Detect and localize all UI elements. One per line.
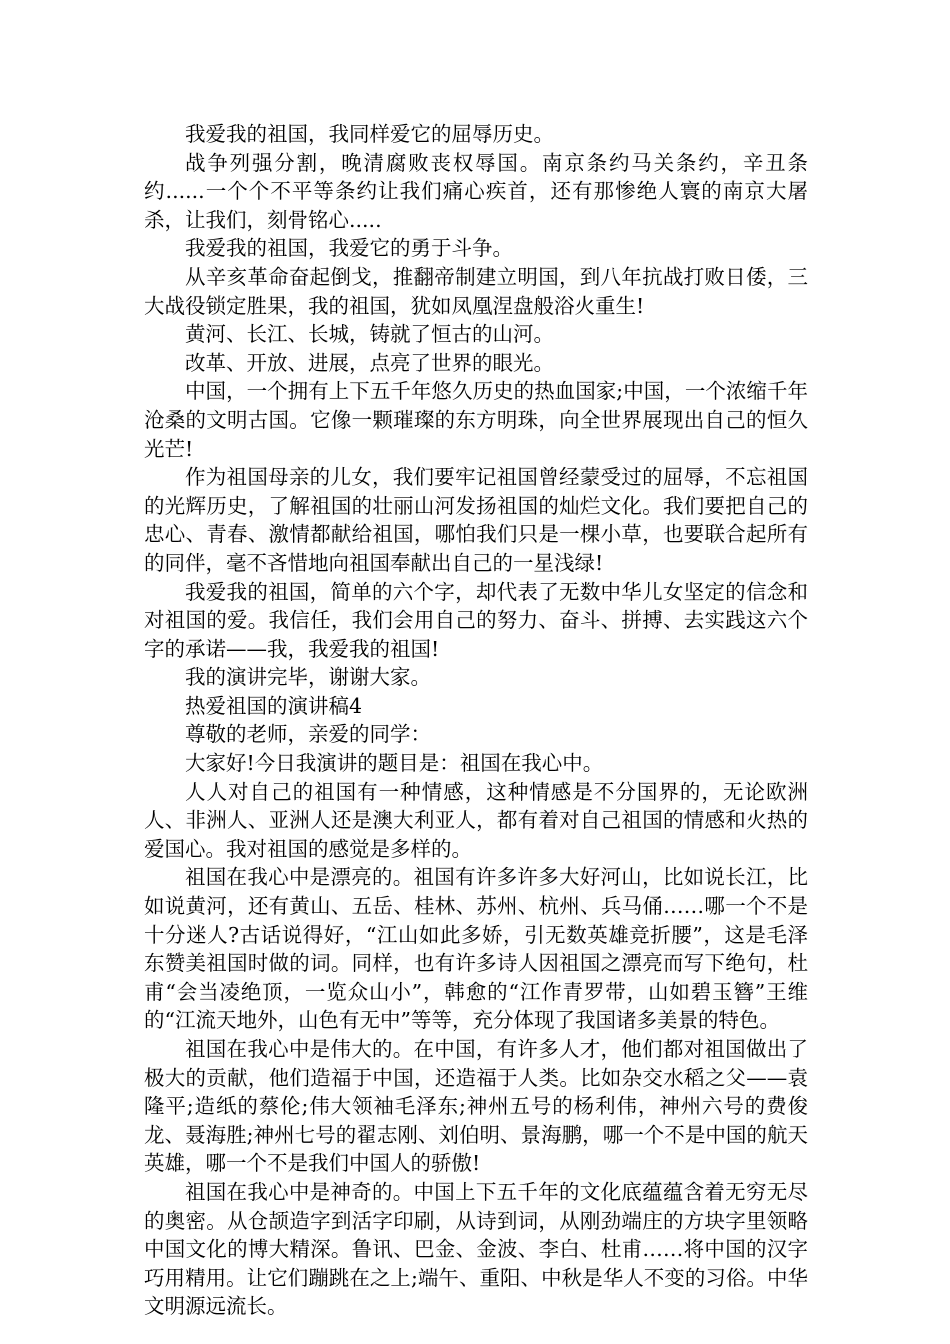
speech-title: 热爱祖国的演讲稿4: [185, 693, 363, 718]
paragraph-7: 中国，一个拥有上下五千年悠久历史的热血国家;中国，一个浓缩千年沧桑的文明古国。它像一颗璀璨的东方明珠，向全世界展现出自己的恒久光芒!: [144, 379, 808, 461]
paragraph-10: 我的演讲完毕，谢谢大家。: [185, 665, 431, 690]
paragraph-1: 我爱我的祖国，我同样爱它的屈辱历史。: [185, 122, 554, 146]
paragraph-15: 祖国在我心中是漂亮的。祖国有许多许多大好河山，比如说长江，比如说黄河，还有黄山、五岳、桂林、苏州、杭州、兵马俑……哪一个不是十分迷人?古话说得好，“江山如此多娇，引无数英雄竞折腰”，这是毛泽东赞美祖国时做的词。同样，也有许多诗人因祖国之漂亮而写下绝句，杜甫“会当凌绝顶，一览众山小”，韩愈的“江作青罗带，山如碧玉簪”王维的“江流天地外，山色有无中”等等，充分体现了我国诸多美景的特色。: [144, 865, 808, 1033]
paragraph-13: 大家好!今日我演讲的题目是：祖国在我心中。: [185, 751, 604, 776]
paragraph-2: 战争列强分割，晚清腐败丧权辱国。南京条约马关条约，辛丑条约......一个个不平等条约让我们痛心疾首，还有那惨绝人寰的南京大屠杀，让我们，刻骨铭心.....: [144, 150, 808, 232]
paragraph-14: 人人对自己的祖国有一种情感，这种情感是不分国界的，无论欧洲人、非洲人、亚洲人还是澳大利亚人，都有着对自己祖国的情感和火热的爱国心。我对祖国的感觉是多样的。: [144, 779, 808, 861]
document-body: [144, 120, 808, 1321]
salutation: 尊敬的老师，亲爱的同学：: [185, 722, 431, 747]
paragraph-4: 从辛亥革命奋起倒戈，推翻帝制建立明国，到八年抗战打败日倭，三大战役锁定胜果，我的祖国，犹如凤凰涅盘般浴火重生!: [144, 264, 808, 318]
paragraph-3: 我爱我的祖国，我爱它的勇于斗争。: [185, 236, 513, 261]
paragraph-5: 黄河、长江、长城，铸就了恒古的山河。: [185, 322, 554, 347]
paragraph-9: 我爱我的祖国，简单的六个字，却代表了无数中华儿女坚定的信念和对祖国的爱。我信任，我们会用自己的努力、奋斗、拼搏、去实践这六个字的承诺——我，我爱我的祖国!: [144, 579, 808, 661]
paragraph-17: 祖国在我心中是神奇的。中国上下五千年的文化底蕴蕴含着无穷无尽的奥密。从仓颉造字到活字印刷，从诗到词，从刚劲端庄的方块字里领略中国文化的博大精深。鲁讯、巴金、金波、李白、杜甫……将中国的汉字巧用精用。让它们蹦跳在之上;端午、重阳、中秋是华人不变的习俗。中华文明源远流长。: [144, 1179, 808, 1319]
paragraph-16: 祖国在我心中是伟大的。在中国，有许多人才，他们都对祖国做出了极大的贡献，他们造福于中国，还造福于人类。比如杂交水稻之父——袁隆平;造纸的蔡伦;伟大领袖毛泽东;神州五号的杨利伟，神州六号的费俊龙、聂海胜;神州七号的翟志刚、刘伯明、景海鹏，哪一个不是中国的航天英雄，哪一个不是我们中国人的骄傲!: [144, 1037, 808, 1176]
paragraph-6: 改革、开放、进展，点亮了世界的眼光。: [185, 350, 554, 375]
paragraph-8: 作为祖国母亲的儿女，我们要牢记祖国曾经蒙受过的屈辱，不忘祖国的光辉历史，了解祖国的壮丽山河发扬祖国的灿烂文化。我们要把自己的忠心、青春、激情都献给祖国，哪怕我们只是一棵小草，也要联合起所有的同伴，毫不吝惜地向祖国奉献出自己的一星浅绿!: [144, 465, 808, 575]
